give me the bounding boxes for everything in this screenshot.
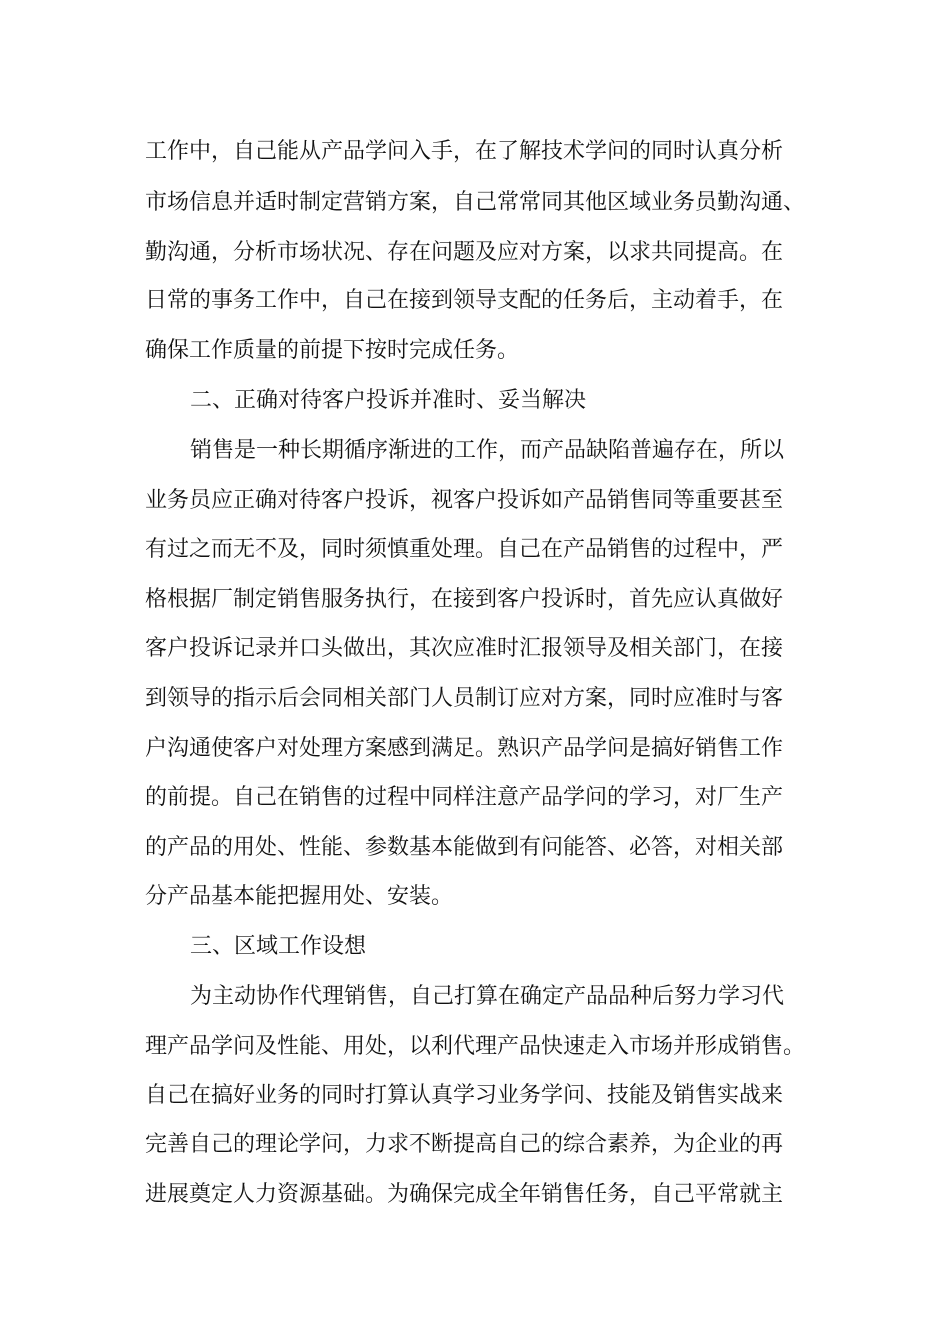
text-line: 日常的事务工作中，自己在接到领导支配的任务后，主动着手，在 [145, 288, 784, 313]
section-heading: 二、正确对待客户投诉并准时、妥当解决 [190, 388, 587, 413]
text-line: 有过之而无不及，同时须慎重处理。自己在产品销售的过程中，严 [145, 537, 784, 562]
text-line: 确保工作质量的前提下按时完成任务。 [145, 338, 520, 363]
text-line: 格根据厂制定销售服务执行，在接到客户投诉时，首先应认真做好 [145, 587, 784, 612]
text-line: 市场信息并适时制定营销方案，自己常常同其他区域业务员勤沟通、 [145, 190, 806, 215]
text-line: 到领导的指示后会同相关部门人员制订应对方案，同时应准时与客 [145, 686, 784, 711]
text-line: 销售是一种长期循序渐进的工作，而产品缺陷普遍存在，所以 [190, 438, 785, 463]
text-line: 客户投诉记录并口头做出，其次应准时汇报领导及相关部门，在接 [145, 636, 784, 661]
text-line: 为主动协作代理销售，自己打算在确定产品品种后努力学习代 [190, 984, 785, 1009]
text-line: 户沟通使客户对处理方案感到满足。熟识产品学问是搞好销售工作 [145, 736, 784, 761]
text-line: 完善自己的理论学问，力求不断提高自己的综合素养，为企业的再 [145, 1132, 784, 1157]
text-line: 工作中，自己能从产品学问入手，在了解技术学问的同时认真分析 [145, 139, 784, 164]
text-line: 进展奠定人力资源基础。为确保完成全年销售任务，自己平常就主 [145, 1182, 784, 1207]
text-line: 勤沟通，分析市场状况、存在问题及应对方案，以求共同提高。在 [145, 240, 784, 265]
text-line: 自己在搞好业务的同时打算认真学习业务学问、技能及销售实战来 [145, 1083, 784, 1108]
text-line: 分产品基本能把握用处、安装。 [145, 884, 454, 909]
text-line: 理产品学问及性能、用处，以利代理产品快速走入市场并形成销售。 [145, 1034, 806, 1059]
text-line: 的产品的用处、性能、参数基本能做到有问能答、必答，对相关部 [145, 835, 784, 860]
text-line: 的前提。自己在销售的过程中同样注意产品学问的学习，对厂生产 [145, 785, 784, 810]
text-line: 业务员应正确对待客户投诉，视客户投诉如产品销售同等重要甚至 [145, 488, 784, 513]
section-heading: 三、区域工作设想 [190, 934, 367, 959]
